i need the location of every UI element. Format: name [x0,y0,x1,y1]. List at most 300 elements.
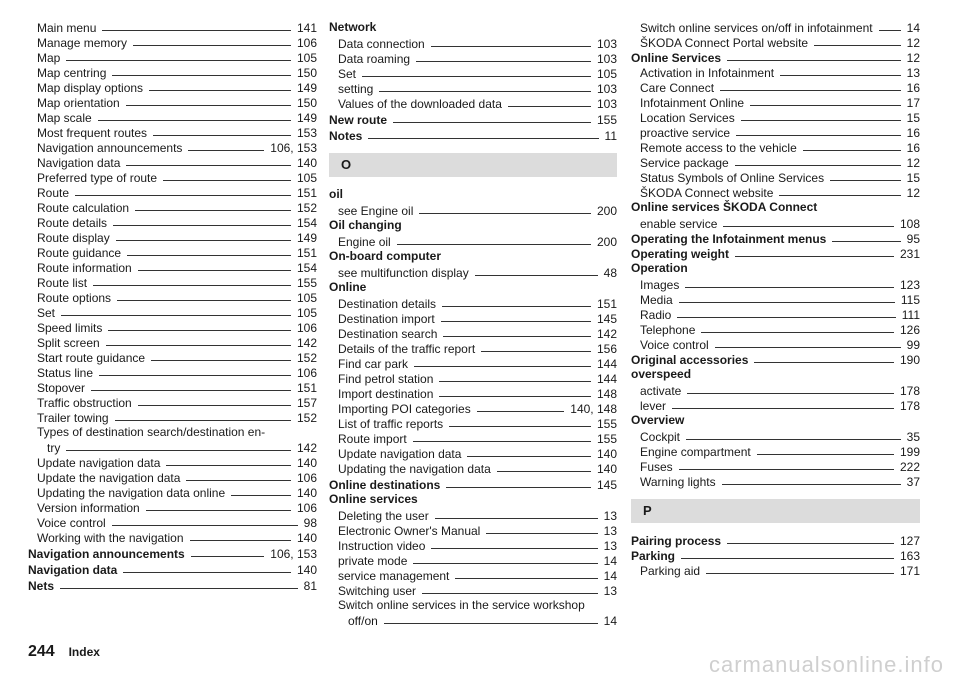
index-entry [28,365,317,380]
entry-term: Update navigation data [338,447,462,461]
entry-term: Route list [37,276,88,290]
leader-line [362,76,591,77]
entry-page-ref: 142 [296,336,317,350]
entry-term: Importing POI categories [338,402,471,416]
index-entry [631,474,920,489]
entry-term: Split screen [37,336,100,350]
index-entry [631,398,920,413]
index-entry [329,431,617,446]
index-entry [631,277,920,292]
entry-term: ŠKODA Connect Portal website [640,36,809,50]
entry-term: Find car park [338,357,409,371]
entry-page-ref: 108 [899,217,920,231]
index-entry [28,485,317,500]
leader-line [832,241,900,242]
entry-page-ref: 13 [603,509,617,523]
entry-page-ref: 12 [906,156,920,170]
leader-line [115,420,291,421]
entry-page-ref: 149 [296,231,317,245]
index-entry [28,410,317,425]
entry-term: Route information [37,261,132,275]
leader-line [679,302,895,303]
entry-page-ref: 154 [296,261,317,275]
entry-term: Engine compartment [640,445,751,459]
index-entry [28,245,317,260]
entry-page-ref: 145 [596,312,617,326]
index-entry [631,444,920,459]
entry-term: enable service [640,217,718,231]
entry-page-ref: 140 [296,486,317,500]
leader-line [126,165,291,166]
entry-page-ref: 98 [303,516,317,530]
leader-line [186,480,291,481]
index-entry [329,296,617,311]
entry-page-ref: 17 [906,96,920,110]
index-entry [631,155,920,170]
entry-term: Working with the navigation [37,531,184,545]
index-entry [329,553,617,568]
index-entry [631,170,920,185]
index-entry [631,185,920,200]
leader-line [166,465,291,466]
entry-page-ref: 153 [296,126,317,140]
entry-term: Parking [631,549,676,563]
index-entry [329,234,617,249]
leader-line [431,548,597,549]
entry-page-ref: 81 [303,579,317,593]
leader-line [151,360,291,361]
entry-term: List of traffic reports [338,417,444,431]
entry-term: Destination details [338,297,437,311]
entry-page-ref: 105 [296,51,317,65]
leader-line [413,441,591,442]
entry-page-ref: 15 [906,171,920,185]
entry-term: private mode [338,554,408,568]
index-entry [28,380,317,395]
entry-page-ref: 13 [603,524,617,538]
leader-line [397,244,591,245]
index-entry [631,337,920,352]
index-entry [329,583,617,598]
index-entry [28,80,317,95]
entry-page-ref: 155 [296,276,317,290]
entry-term: Pairing process [631,534,722,548]
entry-term: Navigation data [28,563,118,577]
entry-page-ref: 106, 153 [270,547,317,561]
entry-term: proactive service [640,126,731,140]
entry-term: Media [640,293,673,307]
index-entry [28,305,317,320]
index-heading: Online [329,280,367,294]
entry-term: Set [338,67,357,81]
watermark: carmanualsonline.info [708,652,944,677]
leader-line [677,317,895,318]
entry-page-ref: 152 [296,201,317,215]
entry-page-ref: 140 [296,563,317,577]
leader-line [830,180,901,181]
leader-line [435,518,598,519]
entry-page-ref: 151 [296,381,317,395]
entry-term: Cockpit [640,430,681,444]
leader-line [727,60,901,61]
leader-line [722,484,901,485]
entry-page-ref: 148 [596,387,617,401]
entry-term: Notes [329,129,363,143]
entry-term: Route options [37,291,112,305]
entry-term: Data roaming [338,52,411,66]
entry-page-ref: 105 [296,171,317,185]
index-heading: oil [329,187,343,201]
leader-line [735,165,901,166]
entry-term: Route calculation [37,201,130,215]
entry-page-ref: 151 [296,246,317,260]
index-entry [329,265,617,280]
index-entry [28,35,317,50]
leader-line [481,351,591,352]
leader-line [679,469,894,470]
entry-page-ref: 106 [296,36,317,50]
leader-line [413,563,597,564]
entry-term: Location Services [640,111,735,125]
entry-term: Switching user [338,584,417,598]
index-entry [329,568,617,583]
entry-page-ref: 156 [596,342,617,356]
index-entry [28,65,317,80]
index-heading: Operation [631,261,688,275]
index-entry [28,170,317,185]
entry-term: Speed limits [37,321,103,335]
index-entry [28,215,317,230]
section-label: Index [68,645,100,659]
entry-page-ref: 152 [296,351,317,365]
entry-term: Telephone [640,323,696,337]
index-column-1 [28,20,317,593]
entry-term: lever [640,399,667,413]
entry-term: Navigation announcements [28,547,185,561]
leader-line [814,45,901,46]
index-heading: On-board computer [329,249,442,263]
index-entry [631,533,920,548]
leader-line [439,381,591,382]
entry-term: Trailer towing [37,411,109,425]
entry-term: off/on [348,614,378,628]
entry-term: Online destinations [329,478,441,492]
index-entry [631,383,920,398]
leader-line [754,362,894,363]
entry-page-ref: 142 [596,327,617,341]
entry-term: Start route guidance [37,351,146,365]
entry-term: Electronic Owner's Manual [338,524,481,538]
entry-page-ref: 12 [906,51,920,65]
entry-term: Map scale [37,111,92,125]
leader-line [414,366,591,367]
leader-line [741,120,901,121]
index-entry [329,613,617,628]
entry-term: Manage memory [37,36,128,50]
index-entry [329,523,617,538]
entry-page-ref: 123 [899,278,920,292]
entry-page-ref: 150 [296,96,317,110]
entry-page-ref: 157 [296,396,317,410]
leader-line [757,454,894,455]
leader-line [393,122,591,123]
index-entry [631,292,920,307]
entry-term: setting [338,82,374,96]
leader-line [686,439,901,440]
leader-line [66,60,291,61]
index-entry [28,440,317,455]
leader-line [443,336,591,337]
index-entry [631,65,920,80]
entry-page-ref: 126 [899,323,920,337]
entry-term: Status line [37,366,94,380]
entry-page-ref: 13 [603,539,617,553]
entry-page-ref: 171 [899,564,920,578]
index-entry [28,155,317,170]
entry-page-ref: 155 [596,113,617,127]
index-entry [28,260,317,275]
entry-page-ref: 115 [900,293,920,307]
entry-page-ref: 106, 153 [270,141,317,155]
leader-line [93,285,291,286]
leader-line [442,306,591,307]
entry-term: Status Symbols of Online Services [640,171,825,185]
index-entry [28,140,317,155]
index-entry [28,395,317,410]
index-entry [28,230,317,245]
entry-term: Navigation data [37,156,121,170]
entry-term: Parking aid [640,564,701,578]
index-entry [329,341,617,356]
entry-page-ref: 106 [296,321,317,335]
index-entry [329,51,617,66]
entry-page-ref: 155 [596,432,617,446]
leader-line [449,426,591,427]
entry-page-ref: 140, 148 [570,402,617,416]
leader-line [384,623,598,624]
entry-page-ref: 145 [596,478,617,492]
entry-term: Map orientation [37,96,120,110]
index-entry [631,35,920,50]
index-heading: Online services [329,492,418,506]
leader-line [190,540,291,541]
leader-line [127,255,291,256]
index-entry [631,216,920,231]
index-entry [28,335,317,350]
leader-line [508,106,591,107]
index-entry [329,111,617,127]
entry-page-ref: 106 [296,366,317,380]
entry-page-ref: 140 [596,447,617,461]
entry-term: Version information [37,501,140,515]
entry-term: Operating the Infotainment menus [631,232,827,246]
entry-term: activate [640,384,682,398]
page-number: 244 [28,643,55,660]
index-entry [329,203,617,218]
index-heading: Network [329,20,377,34]
index-entry [631,50,920,65]
leader-line [61,315,291,316]
entry-term: Navigation announcements [37,141,183,155]
entry-page-ref: 163 [899,549,920,563]
entry-page-ref: 106 [296,501,317,515]
leader-line [467,456,591,457]
entry-page-ref: 13 [603,584,617,598]
entry-term: Map display options [37,81,144,95]
leader-line [419,213,591,214]
leader-line [780,75,901,76]
entry-term: Voice control [640,338,709,352]
leader-line [75,195,291,196]
entry-page-ref: 13 [906,66,920,80]
entry-term: Route import [338,432,407,446]
entry-term: Nets [28,579,55,593]
leader-line [706,573,894,574]
entry-page-ref: 105 [296,291,317,305]
entry-page-ref: 222 [899,460,920,474]
entry-term: Route guidance [37,246,122,260]
leader-line [113,225,291,226]
entry-page-ref: 105 [596,67,617,81]
leader-line [106,345,291,346]
entry-page-ref: 178 [899,384,920,398]
entry-term: Radio [640,308,672,322]
leader-line [446,487,591,488]
entry-page-ref: 140 [296,456,317,470]
index-entry [329,96,617,111]
entry-term: Route [37,186,70,200]
entry-page-ref: 149 [296,81,317,95]
entry-term: Deleting the user [338,509,429,523]
entry-term: ŠKODA Connect website [640,186,774,200]
entry-page-ref: 16 [906,126,920,140]
leader-line [715,347,901,348]
index-entry [329,476,617,492]
entry-page-ref: 150 [296,66,317,80]
entry-term: Preferred type of route [37,171,158,185]
leader-line [672,408,894,409]
entry-page-ref: 103 [596,97,617,111]
entry-page-ref: 200 [596,204,617,218]
index-entry [28,470,317,485]
leader-line [368,138,598,139]
index-entry [28,50,317,65]
index-entry [631,231,920,246]
index-entry [28,515,317,530]
entry-page-ref: 95 [906,232,920,246]
entry-term: Most frequent routes [37,126,148,140]
leader-line [422,593,598,594]
leader-line [149,90,291,91]
index-entry [329,36,617,51]
entry-term: Update the navigation data [37,471,181,485]
entry-page-ref: 140 [296,156,317,170]
index-entry [329,371,617,386]
entry-term: Route display [37,231,110,245]
entry-term: Voice control [37,516,106,530]
entry-term: Updating the navigation data online [37,486,226,500]
leader-line [66,450,291,451]
entry-page-ref: 48 [603,266,617,280]
leader-line [126,105,291,106]
index-entry [28,290,317,305]
entry-page-ref: 141 [296,21,317,35]
entry-term: service management [338,569,450,583]
entry-page-ref: 144 [596,372,617,386]
entry-term: see Engine oil [338,204,414,218]
entry-page-ref: 199 [899,445,920,459]
index-entry [631,548,920,563]
leader-line [91,390,291,391]
entry-page-ref: 12 [906,36,920,50]
entry-term: Operating weight [631,247,730,261]
index-column-3 [631,20,920,578]
index-entry [329,446,617,461]
index-entry [28,95,317,110]
entry-term: Map [37,51,61,65]
entry-page-ref: 15 [906,111,920,125]
index-entry [28,350,317,365]
index-heading: Overview [631,413,685,427]
index-entry [329,66,617,81]
leader-line [117,300,291,301]
leader-line [723,226,894,227]
index-entry [329,416,617,431]
entry-page-ref: 178 [899,399,920,413]
leader-line [497,471,591,472]
leader-line [191,556,265,557]
entry-term: Updating the navigation data [338,462,491,476]
leader-line [727,543,894,544]
entry-term: Data connection [338,37,425,51]
index-column-2 [329,20,617,628]
index-entry-wrapped: Types of destination search/destination en- [37,425,266,439]
entry-page-ref: 16 [906,81,920,95]
entry-term: Engine oil [338,235,391,249]
leader-line [455,578,597,579]
entry-term: Service package [640,156,729,170]
entry-term: New route [329,113,388,127]
leader-line [879,30,901,31]
index-entry [28,455,317,470]
index-entry [329,311,617,326]
leader-line [133,45,291,46]
entry-page-ref: 231 [899,247,920,261]
leader-line [108,330,291,331]
entry-term: Online Services [631,51,722,65]
index-entry [329,127,617,143]
index-entry [329,401,617,416]
entry-term: Remote access to the vehicle [640,141,797,155]
index-entry [631,563,920,578]
index-entry [28,125,317,140]
entry-term: Set [37,306,56,320]
entry-term: Original accessories [631,353,749,367]
leader-line [112,75,291,76]
entry-page-ref: 14 [906,21,920,35]
index-entry [329,81,617,96]
entry-page-ref: 155 [596,417,617,431]
entry-page-ref: 190 [899,353,920,367]
entry-page-ref: 149 [296,111,317,125]
leader-line [146,510,291,511]
entry-term: Update navigation data [37,456,161,470]
entry-term: Map centring [37,66,107,80]
leader-line [687,393,894,394]
leader-line [475,275,598,276]
entry-page-ref: 144 [596,357,617,371]
index-entry [28,110,317,125]
